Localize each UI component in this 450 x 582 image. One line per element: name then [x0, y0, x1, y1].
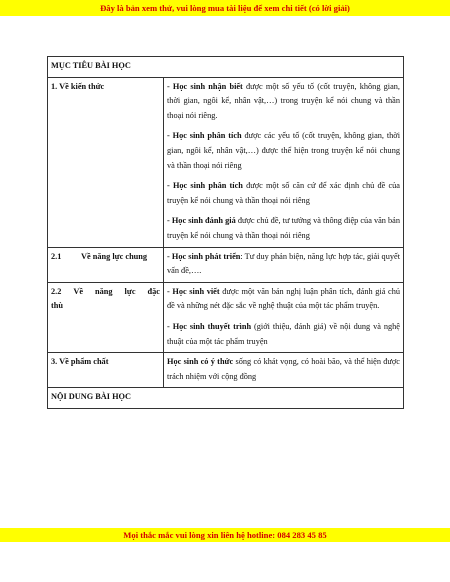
- knowledge-item-lead: - Học sinh đánh giá: [167, 216, 236, 226]
- general-competence-content: [164, 247, 404, 282]
- knowledge-item-text: được các yếu tố (cốt truyện, không gian, thời gian, ngôi kể, nhân vật,…) được thể hiện trong truyện kể nói chung và thần thoại nói riêng: [167, 131, 401, 170]
- section-number: 2.1: [51, 251, 62, 261]
- item-text: : Tư duy phản biện, năng lực hợp tác, giải quyết vấn đề,….: [167, 251, 400, 276]
- item-lead: - Học sinh thuyết trình: [167, 321, 252, 331]
- general-competence-row: [48, 247, 404, 282]
- knowledge-content: [164, 77, 404, 247]
- knowledge-label: 1. Về kiến thức: [48, 77, 164, 247]
- content-heading-row: [48, 388, 404, 409]
- item-lead: - Học sinh phát triển: [167, 251, 241, 261]
- section-label: Về năng lực chung: [81, 251, 148, 261]
- label-word: thù: [51, 301, 63, 311]
- knowledge-item-lead: - Học sinh phân tích: [167, 131, 242, 141]
- knowledge-item-lead: - Học sinh phân tích: [167, 181, 243, 191]
- knowledge-item: [167, 179, 400, 208]
- knowledge-item: [167, 214, 400, 243]
- knowledge-item: [167, 129, 400, 173]
- quality-row: [48, 353, 404, 388]
- knowledge-item-lead: - Học sinh nhận biết: [167, 81, 243, 91]
- knowledge-item-text: được chủ đề, tư tưởng và thông điệp của văn bản truyện kể nói chung và thần thoại nói riêng: [167, 216, 400, 240]
- quality-content: [164, 353, 404, 388]
- general-competence-item: [167, 250, 400, 279]
- specific-competence-item: [167, 285, 400, 314]
- specific-competence-label-line: [51, 285, 160, 300]
- item-text: được một văn bản nghị luận phân tích, đánh giá chủ đề và những nét đặc sắc về nghệ thuật của một tác phẩm truyện.: [167, 286, 400, 311]
- general-competence-label: [48, 247, 164, 282]
- section-number: 2.2: [51, 286, 62, 296]
- objectives-heading-row: [48, 57, 404, 78]
- label-word: đặc: [147, 286, 160, 296]
- preview-notice-banner: Đây là bản xem thử, vui lòng mua tài liệu để xem chi tiết (có lời giải): [0, 0, 450, 16]
- label-word: năng: [95, 286, 113, 296]
- lesson-objectives-table: [47, 56, 404, 409]
- item-text: (giới thiệu, đánh giá) về nội dung và nghệ thuật của một tác phẩm truyện: [167, 321, 400, 346]
- item-lead: Học sinh có ý thức: [167, 357, 234, 367]
- specific-competence-content: [164, 282, 404, 352]
- hotline-banner: Mọi thắc mắc vui lòng xin liên hệ hotline: 084 283 45 85: [0, 528, 450, 542]
- objectives-heading: MỤC TIÊU BÀI HỌC: [48, 57, 404, 78]
- content-heading: NỘI DUNG BÀI HỌC: [48, 388, 404, 409]
- item-lead: - Học sinh viết: [167, 286, 220, 296]
- label-word: Về: [73, 286, 84, 296]
- knowledge-item-text: được một số yếu tố (cốt truyện, không gian, thời gian, ngôi kể, nhân vật,…) trong truyện kể nói chung và thần thoại nói riêng.: [167, 81, 400, 120]
- label-word: lực: [124, 286, 136, 296]
- specific-competence-label: [48, 282, 164, 352]
- knowledge-item: [167, 80, 400, 124]
- knowledge-item-text: được một số căn cứ để xác định chủ đề của truyện kể nói chung và thần thoại nói riêng: [167, 181, 400, 205]
- quality-label: 3. Về phẩm chất: [48, 353, 164, 388]
- specific-competence-item: [167, 320, 400, 349]
- specific-competence-row: [48, 282, 404, 352]
- item-text: sống có khát vọng, có hoài bão, và thể hiện được trách nhiệm với cộng đồng: [167, 357, 400, 381]
- knowledge-row: [48, 77, 404, 247]
- quality-item: [167, 355, 400, 384]
